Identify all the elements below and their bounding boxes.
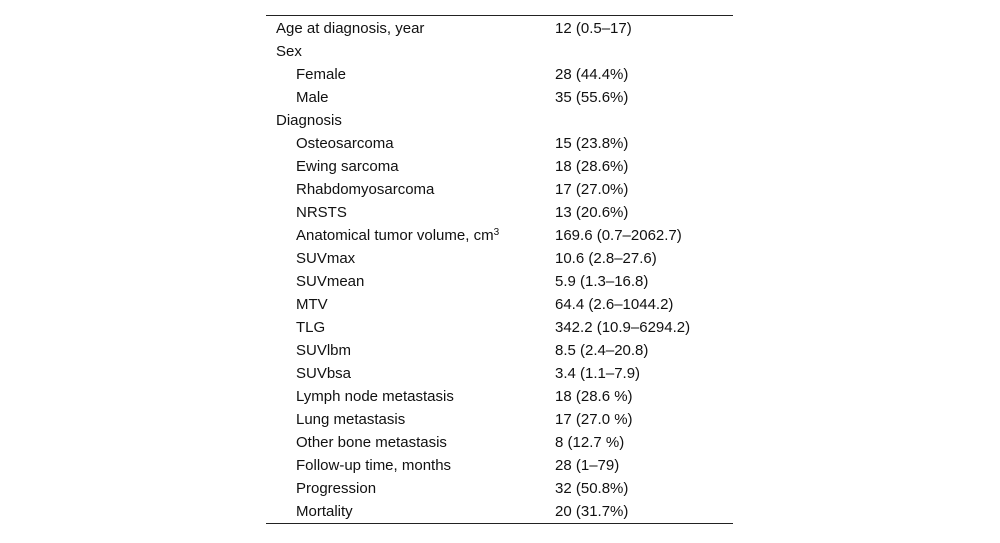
table-row [266,477,733,500]
row-label-cell [266,454,555,477]
table-row [266,63,733,86]
row-value: 15 (23.8%) [555,135,629,152]
row-label-cell [266,247,555,270]
row-label-cell [266,155,555,178]
row-label-cell [266,224,555,247]
row-label-cell [266,86,555,109]
row-label-cell [266,385,555,408]
row-label-cell [266,431,555,454]
table-row [266,132,733,155]
table-row [266,270,733,293]
table-row [266,16,733,40]
table-row [266,316,733,339]
row-label: SUVmean [296,273,365,290]
row-value: 35 (55.6%) [555,89,629,106]
row-value: 17 (27.0%) [555,181,629,198]
table-row [266,224,733,247]
row-label-cell [266,178,555,201]
row-label: NRSTS [296,204,347,221]
row-label: TLG [296,319,326,336]
row-value: 5.9 (1.3–16.8) [555,273,649,290]
row-value: 17 (27.0 %) [555,411,633,428]
table-row [266,178,733,201]
table-row [266,247,733,270]
row-label: Ewing sarcoma [296,158,399,175]
table-row [266,109,733,132]
row-value: 10.6 (2.8–27.6) [555,250,657,267]
characteristics-table [266,15,733,524]
row-value: 28 (1–79) [555,457,620,474]
table-row [266,454,733,477]
row-label: Female [296,66,347,83]
row-label: Lung metastasis [296,411,406,428]
row-value: 64.4 (2.6–1044.2) [555,296,674,313]
row-label: MTV [296,296,328,313]
table-row [266,86,733,109]
row-label: Mortality [296,503,353,520]
table-row [266,155,733,178]
table-row [266,293,733,316]
row-label-cell [266,16,555,40]
row-label-cell [266,500,555,523]
row-label-cell [266,408,555,431]
table-row [266,201,733,224]
row-label: Lymph node metastasis [296,388,454,405]
row-value: 342.2 (10.9–6294.2) [555,319,691,336]
row-label-cell [266,109,555,132]
row-label-cell [266,293,555,316]
row-label-cell [266,477,555,500]
table-row [266,362,733,385]
table-body [266,16,733,523]
table-row [266,40,733,63]
row-label: Rhabdomyosarcoma [296,181,435,198]
row-label-cell [266,63,555,86]
row-label: Anatomical tumor volume, cm [296,227,494,244]
row-value: 8.5 (2.4–20.8) [555,342,649,359]
row-value: 12 (0.5–17) [555,20,632,37]
row-label-cell [266,362,555,385]
row-value: 3.4 (1.1–7.9) [555,365,641,382]
row-label-cell [266,132,555,155]
row-value: 8 (12.7 %) [555,434,625,451]
row-label-cell [266,40,555,63]
row-value: 28 (44.4%) [555,66,629,83]
row-label-cell [266,270,555,293]
row-label: SUVbsa [296,365,352,382]
table-row [266,431,733,454]
row-label: Sex [276,43,302,60]
row-value: 32 (50.8%) [555,480,629,497]
table-row [266,385,733,408]
row-label: Progression [296,480,377,497]
row-value: 169.6 (0.7–2062.7) [555,227,682,244]
row-value [555,109,733,132]
row-label: Male [296,89,329,106]
row-label-cell [266,339,555,362]
table-row [266,408,733,431]
row-label: Age at diagnosis, year [276,20,425,37]
row-value: 13 (20.6%) [555,204,629,221]
row-label: Other bone metastasis [296,434,447,451]
row-label: SUVlbm [296,342,352,359]
row-label-cell [266,201,555,224]
row-value [555,40,733,63]
row-value: 18 (28.6 %) [555,388,633,405]
table [266,16,733,523]
row-label-superscript: 3 [493,227,500,238]
row-value: 20 (31.7%) [555,503,629,520]
row-label-cell [266,316,555,339]
table-row [266,339,733,362]
row-label: Follow-up time, months [296,457,452,474]
row-value: 18 (28.6%) [555,158,629,175]
row-label: SUVmax [296,250,356,267]
row-label: Diagnosis [276,112,342,129]
row-label: Osteosarcoma [296,135,394,152]
table-row [266,500,733,523]
